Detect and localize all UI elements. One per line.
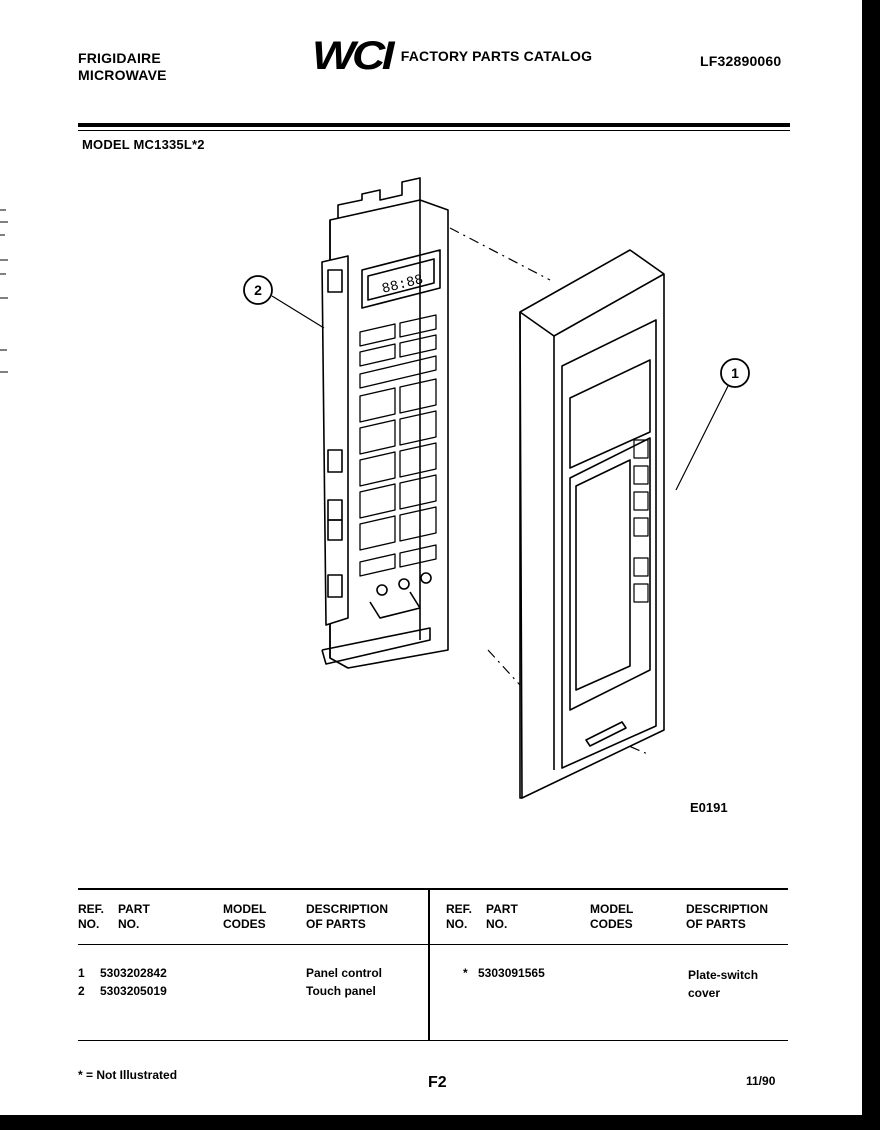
row-description-right: Plate-switch cover <box>688 968 759 1000</box>
row-ref-right: * <box>463 966 468 980</box>
table-rule-header <box>78 944 788 945</box>
table-rule-top <box>78 888 788 890</box>
catalog-number: LF32890060 <box>700 53 782 69</box>
touch-panel <box>520 250 664 798</box>
model-number: MODEL MC1335L*2 <box>82 137 205 152</box>
row-part-no: 5303205019 <box>100 984 167 998</box>
callout-2-label: 2 <box>254 282 262 298</box>
header-rule-thin <box>78 130 790 131</box>
figure-id: E0191 <box>690 800 728 815</box>
table-row <box>78 964 85 982</box>
catalog-title: FACTORY PARTS CATALOG <box>400 47 593 64</box>
header-description: DESCRIPTION OF PARTS <box>306 902 389 931</box>
header-part-no-right: PART NO. <box>486 902 518 931</box>
callout-1-label: 1 <box>731 365 739 381</box>
scan-border-bottom <box>0 1115 880 1130</box>
parts-table <box>78 888 788 1040</box>
table-row <box>78 982 85 1000</box>
header-part-no: PART NO. <box>118 902 150 931</box>
header-ref-no-right: REF. NO. <box>446 902 473 931</box>
wci-logo: WCI <box>312 34 392 78</box>
exploded-parts-diagram <box>230 170 790 810</box>
table-divider <box>428 888 430 1040</box>
header-ref-no: REF. NO. <box>78 902 105 931</box>
brand-block <box>78 50 167 84</box>
display-digits: 88:88 <box>380 272 426 298</box>
scan-border-right <box>862 0 880 1130</box>
header-model-codes-right: MODEL CODES <box>590 902 634 931</box>
catalog-date: 11/90 <box>746 1074 776 1088</box>
row-ref: 2 <box>78 984 85 998</box>
product-type: MICROWAVE <box>78 67 167 83</box>
row-description: Panel control <box>306 966 383 980</box>
scan-edge-marks <box>0 200 10 400</box>
table-rule-bottom <box>78 1040 788 1041</box>
brand-name: FRIGIDAIRE <box>78 50 161 66</box>
control-panel-board <box>322 178 448 668</box>
header-description-right: DESCRIPTION OF PARTS <box>686 902 769 931</box>
catalog-header <box>312 36 592 76</box>
footnote: * = Not Illustrated <box>78 1068 178 1082</box>
row-part-no-right: 5303091565 <box>478 966 545 980</box>
row-part-no: 5303202842 <box>100 966 167 980</box>
row-ref: 1 <box>78 966 85 980</box>
header-model-codes: MODEL CODES <box>223 902 267 931</box>
row-description: Touch panel <box>306 984 376 998</box>
page-number: F2 <box>428 1074 447 1091</box>
header-rule-thick <box>78 123 790 127</box>
